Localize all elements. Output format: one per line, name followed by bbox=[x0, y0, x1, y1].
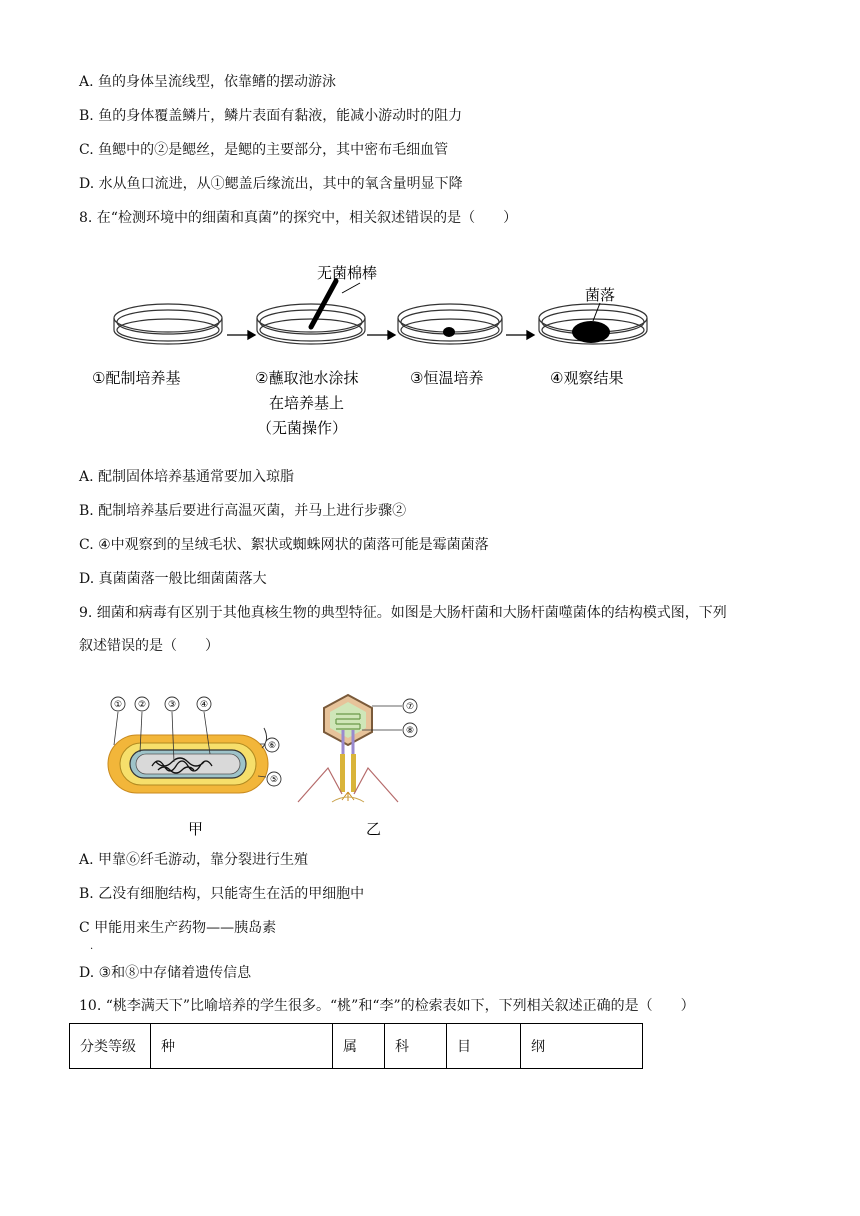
bacteria-label-3: ③ bbox=[167, 700, 177, 710]
table-header-cell: 纲 bbox=[521, 1024, 643, 1069]
swab-label: 无菌棉棒 bbox=[317, 264, 378, 282]
bacteria-label-2: ② bbox=[137, 700, 147, 710]
q8-option-c: C. ④中观察到的呈绒毛状、絮状或蜘蛛网状的菌落可能是霉菌菌落 bbox=[79, 537, 489, 553]
step2-label-line3: （无菌操作） bbox=[257, 419, 348, 437]
caption-jia: 甲 bbox=[188, 820, 204, 838]
q8-option-a: A. 配制固体培养基通常要加入琼脂 bbox=[79, 469, 295, 485]
table-header-cell: 种 bbox=[151, 1024, 333, 1069]
colony-label: 菌落 bbox=[585, 286, 616, 304]
phage-label-7: ⑦ bbox=[405, 702, 415, 712]
bacteria-label-4: ④ bbox=[199, 700, 209, 710]
bacteria-label-5: ⑤ bbox=[269, 775, 279, 785]
table-header-cell: 科 bbox=[385, 1024, 447, 1069]
phage-label-8: ⑧ bbox=[405, 726, 415, 736]
petri-dish-procedure-figure bbox=[80, 255, 680, 445]
q7-option-d: D. 水从鱼口流进，从①鳃盖后缘流出，其中的氧含量明显下降 bbox=[79, 176, 463, 192]
q7-option-c: C. 鱼鳃中的②是鳃丝，是鳃的主要部分，其中密布毛细血管 bbox=[79, 142, 449, 158]
step2-label-line1: ②蘸取池水涂抹 bbox=[255, 369, 359, 387]
q10-stem: 10. “桃李满天下”比喻培养的学生很多。“桃”和“李”的检索表如下，下列相关叙述正确的是（ ） bbox=[79, 998, 695, 1014]
step1-label: ①配制培养基 bbox=[92, 369, 181, 387]
bacteria-phage-figure bbox=[100, 690, 460, 840]
q9-option-c: C 甲能用来生产药物——胰岛素 bbox=[79, 920, 277, 936]
q9-stem-line1: 9. 细菌和病毒有区别于其他真核生物的典型特征。如图是大肠杆菌和大肠杆菌噬菌体的结构模式图，下列 bbox=[79, 605, 727, 621]
q8-option-b: B. 配制培养基后要进行高温灭菌，并马上进行步骤② bbox=[79, 503, 407, 519]
q8-stem: 8. 在“检测环境中的细菌和真菌”的探究中，相关叙述错误的是（ ） bbox=[79, 210, 518, 226]
table-header-row bbox=[70, 1024, 643, 1069]
caption-yi: 乙 bbox=[366, 820, 382, 838]
step3-label: ③恒温培养 bbox=[410, 369, 484, 387]
table-header-cell: 目 bbox=[447, 1024, 521, 1069]
bacteria-phage-diagram bbox=[100, 690, 460, 840]
bacteria-label-1: ① bbox=[113, 700, 123, 710]
classification-table bbox=[69, 1023, 643, 1069]
bacteria-label-6: ⑥ bbox=[267, 741, 277, 751]
stray-dot: . bbox=[90, 941, 94, 952]
step2-label-line2: 在培养基上 bbox=[269, 394, 345, 412]
q9-stem-line2: 叙述错误的是（ ） bbox=[79, 638, 219, 654]
q9-option-a: A. 甲靠⑥纤毛游动，靠分裂进行生殖 bbox=[79, 852, 309, 868]
table-header-cell: 属 bbox=[333, 1024, 385, 1069]
q9-option-b: B. 乙没有细胞结构，只能寄生在活的甲细胞中 bbox=[79, 886, 365, 902]
q7-option-b: B. 鱼的身体覆盖鳞片，鳞片表面有黏液，能减小游动时的阻力 bbox=[79, 108, 463, 124]
step4-label: ④观察结果 bbox=[550, 369, 624, 387]
q9-option-d: D. ③和⑧中存储着遗传信息 bbox=[79, 965, 252, 981]
table-header-cell: 分类等级 bbox=[70, 1024, 151, 1069]
q7-option-a: A. 鱼的身体呈流线型，依靠鳍的摆动游泳 bbox=[79, 74, 337, 90]
q8-option-d: D. 真菌菌落一般比细菌菌落大 bbox=[79, 571, 267, 587]
